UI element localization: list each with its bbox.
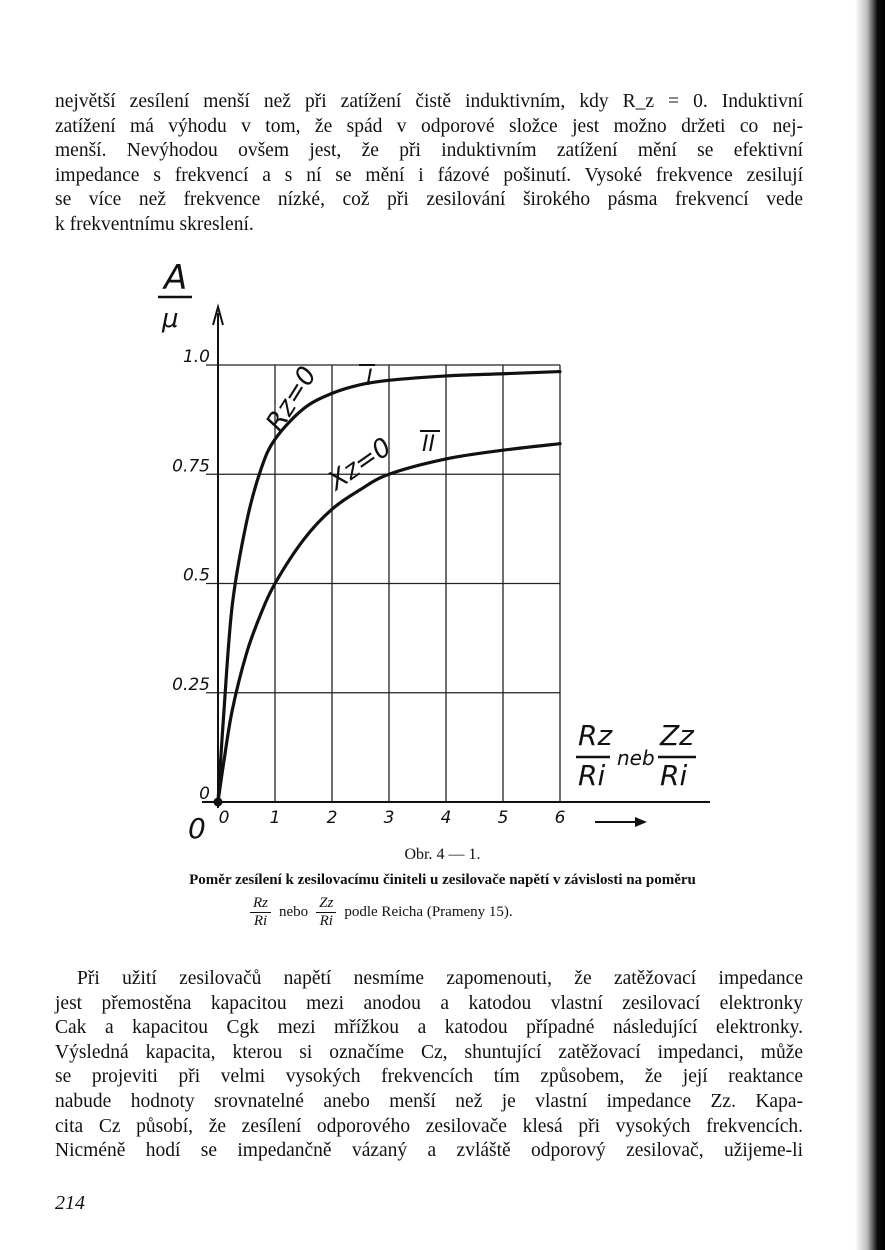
y-tick-label: 0.25: [172, 674, 210, 695]
text-line: největší zesílení menší než při zatížení čistě induktivním, kdy R_z = 0. Induktivní: [55, 91, 803, 112]
text-line: nabude hodnoty srovnatelné anebo menší než je vlastní impedance Zz. Kapa-: [55, 1090, 803, 1112]
caption-suffix: podle Reicha (Prameny 15).: [344, 904, 513, 920]
x-tick-label: 3: [383, 808, 395, 828]
text-line: Při užití zesilovačů napětí nesmíme zapomenouti, že zatěžovací impedance: [77, 968, 803, 989]
text-line: cita Cz působí, že zesílení odporového zesilovače klesá při vysokých frekvencích.: [55, 1115, 803, 1137]
y-axis-label-numerator: A: [164, 258, 188, 298]
figure-number: Obr. 4 — 1.: [404, 846, 481, 863]
x-axis-label-frac1-denominator: Ri: [578, 759, 606, 792]
x-tick-label: 4: [440, 808, 452, 828]
series-label-xz0: Xz=0: [322, 432, 398, 497]
text-line: k frekventnímu skreslení.: [55, 213, 254, 235]
fraction-denominator: Ri: [253, 913, 268, 929]
origin-label: 0: [188, 812, 206, 840]
x-tick-label: 0: [218, 808, 230, 828]
caption-nebo: nebo: [279, 904, 309, 920]
fraction-denominator: Ri: [319, 913, 333, 929]
y-tick-label: 0.5: [182, 565, 210, 586]
paragraph-bottom: [55, 967, 803, 1164]
x-axis-direction-arrow-head: [635, 817, 647, 827]
chart-ticks: [172, 347, 565, 828]
amplification-chart: [140, 255, 730, 840]
fraction-numerator: Zz: [316, 895, 336, 913]
fraction-numerator: Rz: [250, 895, 271, 913]
text-line: jest přemostěna kapacitou mezi anodou a katodou vlastní zesilovací elektronky: [55, 992, 803, 1014]
text-line: se více než frekvence nízké, což při zesilování širokého pásma frekvencí vede: [55, 189, 803, 211]
chart-grid: [206, 365, 560, 802]
series-label-rz0: Rz=0: [260, 361, 324, 437]
origin-dot: [214, 798, 223, 807]
x-axis-label-frac2-numerator: Zz: [660, 719, 694, 752]
text-line: Nicméně hodí se impedančně vázaný a zvláště odporový zesilovač, užijeme-li: [55, 1140, 803, 1162]
text-line: Cak a kapacitou Cgk mezi mřížkou a katodou případné následující elektronky.: [55, 1017, 803, 1039]
y-tick-label: 1.0: [182, 347, 210, 367]
text-line: Výsledná kapacita, kterou si označíme Cz, shuntující zatěžovací impedanci, může: [55, 1041, 803, 1063]
y-tick-label: 0.75: [172, 456, 210, 477]
y-tick-label: 0: [199, 784, 210, 804]
text-line: se projeviti při velmi vysokých frekvencích tím způsobem, že její reaktance: [55, 1066, 803, 1088]
x-tick-label: 2: [326, 808, 338, 828]
x-tick-label: 6: [554, 808, 566, 828]
fraction-rz-ri: [250, 895, 271, 930]
x-axis-label-frac1-numerator: Rz: [578, 719, 613, 752]
y-axis-label-denominator: μ: [162, 304, 179, 334]
fraction-zz-ri: [316, 895, 336, 930]
paragraph-top: [55, 90, 803, 238]
page-edge-shadow: [855, 0, 885, 1250]
series-roman-numeral-1: I: [366, 366, 373, 391]
series-roman-numeral-2: II: [422, 432, 435, 457]
x-tick-label: 5: [497, 808, 509, 828]
page-number: 214: [55, 1192, 85, 1214]
chart-labels: [158, 258, 696, 840]
caption-formula: [250, 895, 513, 930]
x-axis-label-neb: neb: [617, 746, 655, 770]
x-axis-label-frac2-denominator: Ri: [660, 759, 688, 792]
text-line: impedance s frekvencí a s ní se mění i fázové pošinutí. Vysoké frekvence zesilují: [55, 164, 803, 186]
x-tick-label: 1: [269, 808, 281, 828]
figure-caption: Poměr zesílení k zesilovacímu činiteli u zesilovače napětí v závislosti na poměru: [189, 872, 696, 888]
text-line: menší. Nevýhodou ovšem jest, že při induktivním zatížení mění se efektivní: [55, 140, 803, 162]
chart-series: [214, 372, 561, 807]
text-line: zatížení má výhodu v tom, že spád v odporové složce jest možno držeti co nej-: [55, 115, 803, 137]
